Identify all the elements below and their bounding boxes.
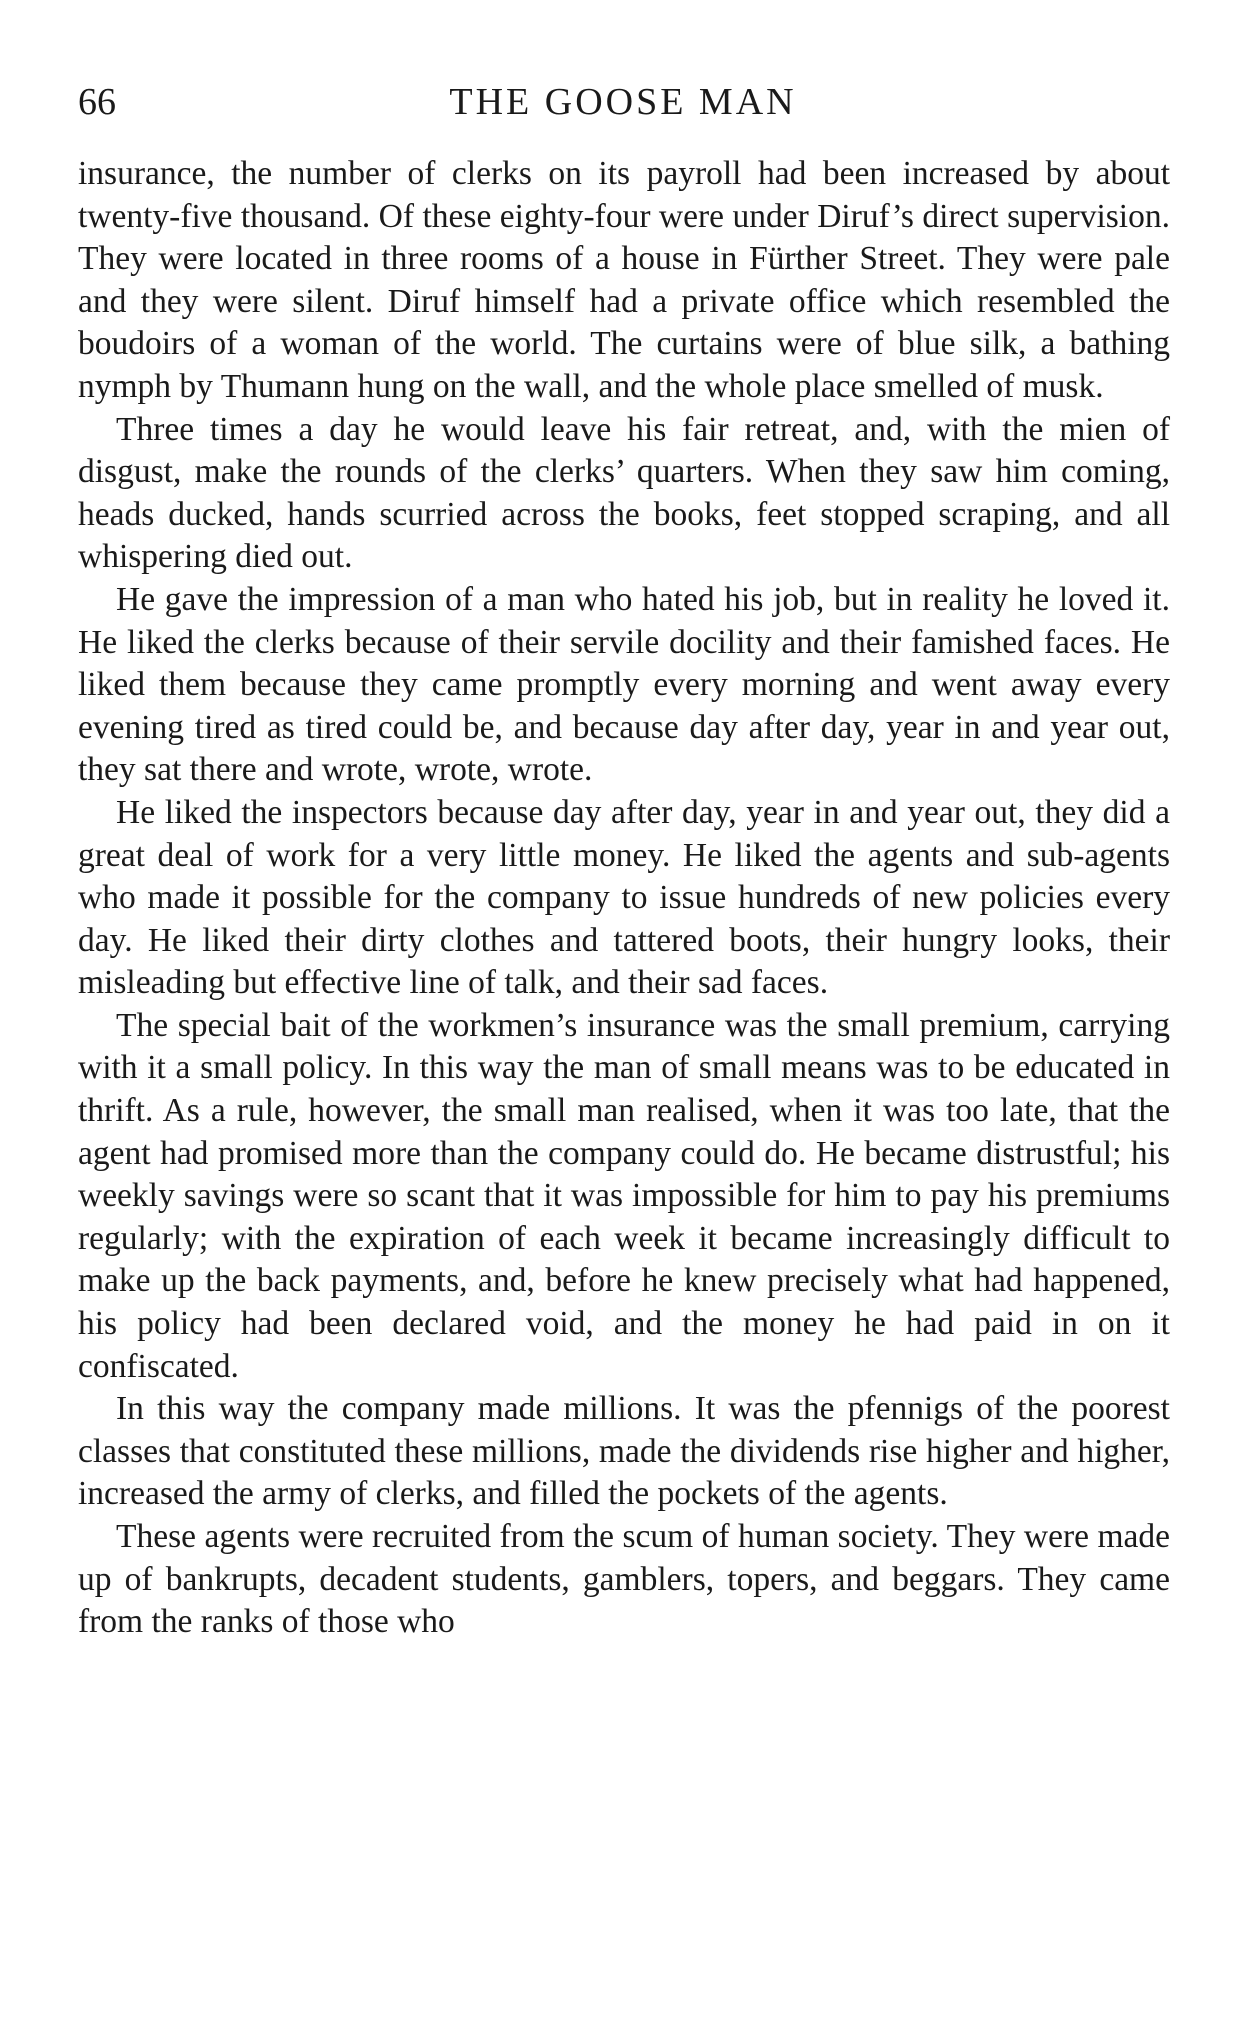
paragraph: The special bait of the workmen’s insurance was the small premium, carrying with it a small policy. In this way the man of small means was to be educated in thrift. As a rule, however, the small man realised, when it was too late, that the agent had promised more than the company could do. He became distrustful; his weekly savings were so scant that it was impossible for him to pay his premiums regularly; with the expiration of each week it became increasingly difficult to make up the back payments, and, before he knew precisely what had happened, his policy had been declared void, and the money he had paid in on it confiscated. bbox=[78, 1006, 1170, 1385]
page-header bbox=[78, 72, 1168, 132]
paragraph: He gave the impression of a man who hated his job, but in reality he loved it. He liked the clerks because of their servile docility and their famished faces. He liked them because they came promptly every morning and went away every evening tired as tired could be, and because day after day, year in and year out, they sat there and wrote, wrote, wrote. bbox=[78, 580, 1170, 789]
page-number: 66 bbox=[78, 81, 116, 123]
paragraph: insurance, the number of clerks on its payroll had been increased by about twenty-five thousand. Of these eighty-four were under Diruf’s direct supervision. They were located in three rooms of a house in Fürther Street. They were pale and they were silent. Diruf himself had a private office which resembled the boudoirs of a woman of the world. The curtains were of blue silk, a bathing nymph by Thumann hung on the wall, and the whole place smelled of musk. bbox=[78, 155, 1170, 405]
running-title: THE GOOSE MAN bbox=[449, 81, 797, 123]
paragraph: These agents were recruited from the scum of human society. They were made up of bankrupts, decadent students, gamblers, topers, and beggars. They came from the ranks of those who bbox=[78, 1518, 1170, 1641]
paragraph: In this way the company made millions. It was the pfennigs of the poorest classes that constituted these millions, made the dividends rise higher and higher, increased the army of clerks, and filled the pockets of the agents. bbox=[78, 1390, 1170, 1513]
paragraph: He liked the inspectors because day after day, year in and year out, they did a great deal of work for a very little money. He liked the agents and sub-agents who made it possible for the company to issue hundreds of new policies every day. He liked their dirty clothes and tattered boots, their hungry looks, their misleading but effective line of talk, and their sad faces. bbox=[78, 793, 1170, 1002]
paragraph: Three times a day he would leave his fair retreat, and, with the mien of disgust, make the rounds of the clerks’ quarters. When they saw him coming, heads ducked, hands scurried across the books, feet stopped scraping, and all whispering died out. bbox=[78, 410, 1170, 576]
body-text bbox=[78, 153, 1170, 1644]
